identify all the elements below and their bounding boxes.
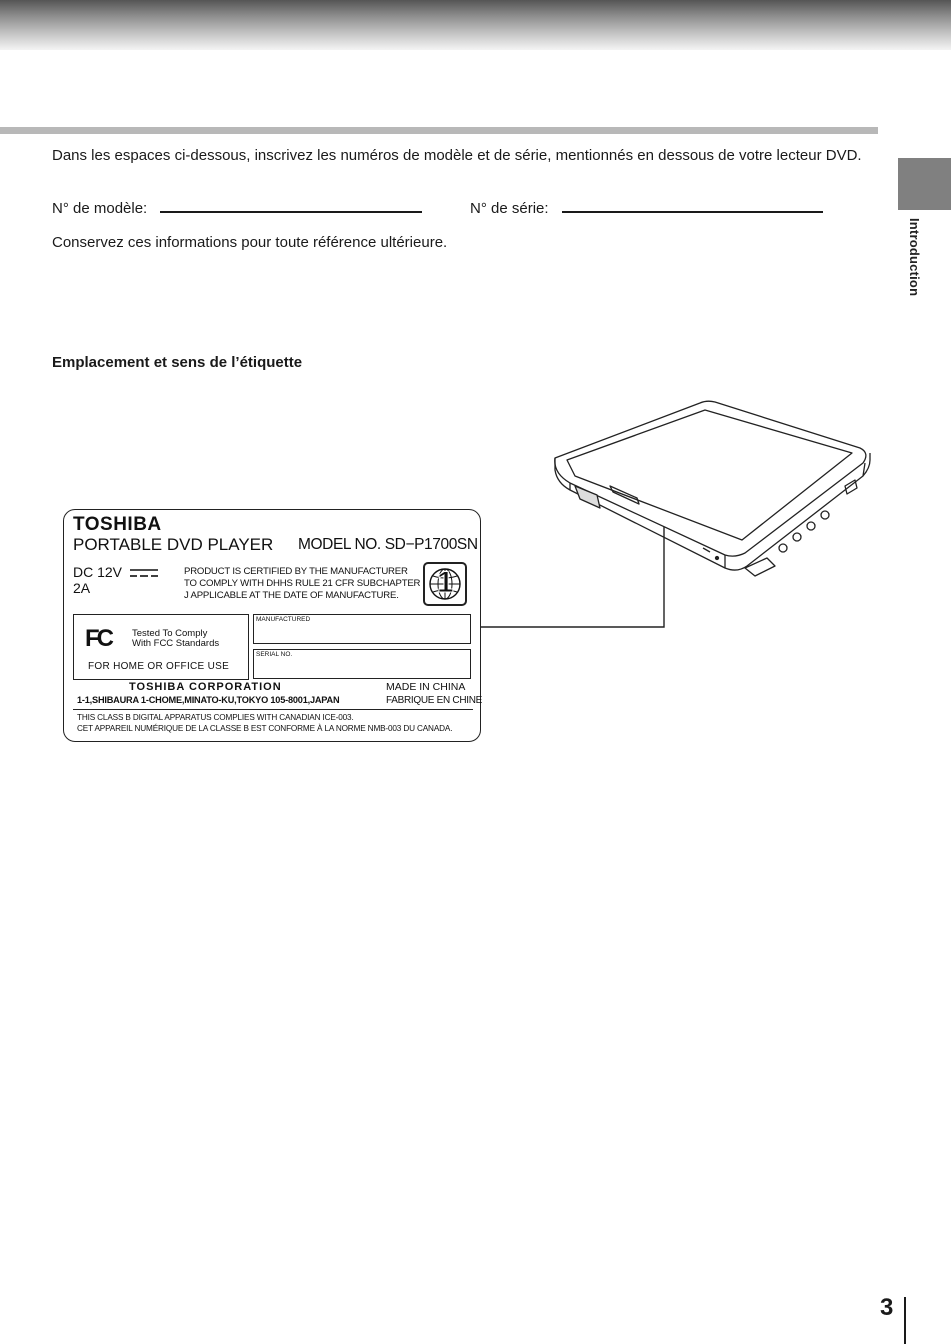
header-band bbox=[0, 0, 951, 50]
manufactured-field bbox=[253, 614, 471, 644]
keep-note: Conservez ces informations pour toute référence ultérieure. bbox=[52, 234, 448, 251]
label-ices-fr: CET APPAREIL NUMÉRIQUE DE LA CLASSE B EST CONFORME À LA NORME NMB-003 DU CANADA. bbox=[77, 724, 453, 733]
label-ices-en: THIS CLASS B DIGITAL APPARATUS COMPLIES WITH CANADIAN ICE-003. bbox=[77, 713, 354, 722]
label-fabrique: FABRIQUE EN CHINE bbox=[386, 695, 483, 706]
label-corporation: TOSHIBA CORPORATION bbox=[129, 681, 282, 693]
dc-symbol-icon bbox=[130, 569, 158, 578]
serial-number-label: N° de série: bbox=[470, 200, 549, 217]
label-power-voltage: DC 12V bbox=[73, 564, 123, 580]
model-number-blank bbox=[160, 211, 422, 213]
section-tab bbox=[898, 158, 951, 210]
header-rule bbox=[0, 127, 878, 134]
intro-paragraph: Dans les espaces ci-dessous, inscrivez les numéros de modèle et de série, mentionnés en dessous de votre lecteur DVD. bbox=[52, 147, 862, 164]
label-divider bbox=[73, 709, 473, 710]
label-made-in: MADE IN CHINA bbox=[386, 681, 466, 693]
dvd-player-illustration bbox=[545, 398, 880, 588]
fcc-use: FOR HOME OR OFFICE USE bbox=[88, 661, 230, 672]
rating-label bbox=[63, 509, 481, 742]
fcc-line: With FCC Standards bbox=[132, 638, 220, 649]
label-brand: TOSHIBA bbox=[73, 514, 162, 535]
section-heading: Emplacement et sens de l’étiquette bbox=[52, 354, 303, 371]
region-number: 1 bbox=[437, 566, 454, 599]
label-model: MODEL NO. SD−P1700SN bbox=[298, 536, 478, 553]
fcc-logo: FC bbox=[85, 625, 111, 652]
label-product: PORTABLE DVD PLAYER bbox=[73, 535, 274, 554]
manufactured-label: MANUFACTURED bbox=[256, 616, 311, 623]
serial-label: SERIAL NO. bbox=[256, 651, 293, 658]
serial-field bbox=[253, 649, 471, 679]
cert-line: TO COMPLY WITH DHHS RULE 21 CFR SUBCHAPTER bbox=[184, 578, 421, 589]
page-number-bar bbox=[904, 1297, 906, 1344]
cert-line: PRODUCT IS CERTIFIED BY THE MANUFACTURER bbox=[184, 566, 408, 577]
serial-number-blank bbox=[562, 211, 823, 213]
region-code-badge bbox=[423, 562, 467, 606]
cert-line: J APPLICABLE AT THE DATE OF MANUFACTURE. bbox=[184, 590, 399, 601]
model-number-label: N° de modèle: bbox=[52, 200, 148, 217]
label-power-current: 2A bbox=[73, 580, 91, 596]
fcc-line: Tested To Comply bbox=[132, 628, 208, 639]
section-tab-label: Introduction bbox=[907, 218, 922, 297]
page-number: 3 bbox=[880, 1294, 894, 1321]
label-certification bbox=[184, 566, 420, 602]
fcc-box bbox=[73, 614, 249, 680]
fcc-statement bbox=[132, 629, 219, 649]
label-address: 1-1,SHIBAURA 1-CHOME,MINATO-KU,TOKYO 105-8001,JAPAN bbox=[77, 695, 340, 705]
